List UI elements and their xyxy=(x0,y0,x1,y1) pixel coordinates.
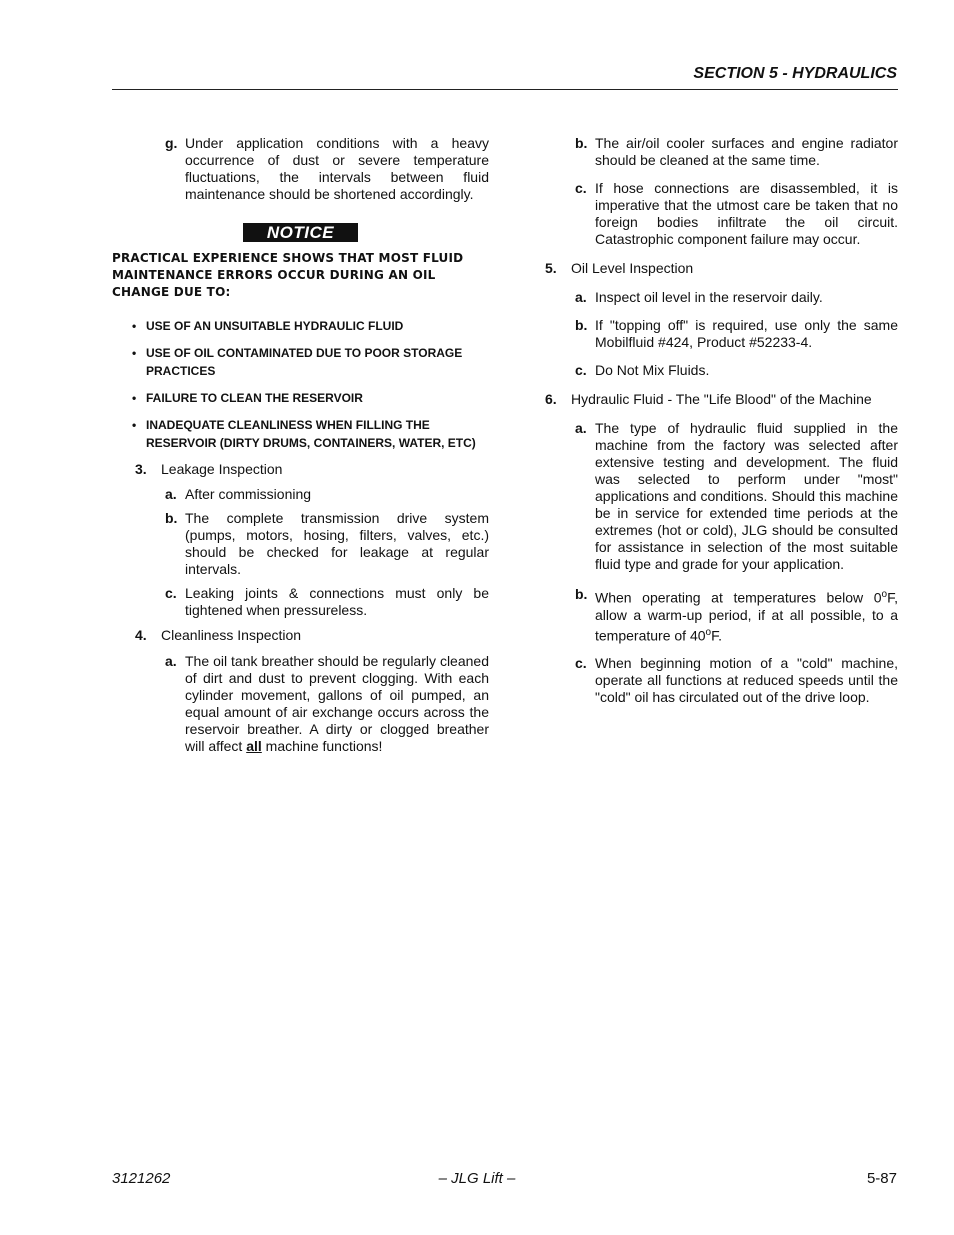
item-6 xyxy=(545,391,898,408)
sub-text: F, allow a warm-up period, if at all possible, to a temperature of 40 xyxy=(595,589,898,644)
sub-label: a. xyxy=(165,486,177,502)
sub-text: If hose connections are disassembled, it is imperative that the utmost care be taken that no foreign bodies infiltrate the oil circuit. Catastrophic component failure may occur. xyxy=(595,180,898,247)
footer-doc-number: 3121262 xyxy=(112,1170,171,1187)
item-g-text: Under application conditions with a heavy occurrence of dust or severe temperature fluctuations, the intervals between fluid maintenance should be shortened accordingly. xyxy=(185,135,489,202)
item-6a xyxy=(575,420,898,573)
sub-label: c. xyxy=(575,655,587,672)
item-4 xyxy=(135,627,489,644)
sub-text: When operating at temperatures below 0 xyxy=(595,589,882,606)
notice-block xyxy=(112,223,489,242)
item-6b xyxy=(575,586,898,644)
sub-text: F. xyxy=(711,627,722,644)
left-column xyxy=(112,135,489,755)
sub-label: a. xyxy=(165,653,177,669)
sub-text: machine functions! xyxy=(261,738,383,754)
item-5-number: 5. xyxy=(545,260,557,276)
emphasis-text: all xyxy=(246,738,262,754)
sub-label: b. xyxy=(575,317,588,333)
sub-label: c. xyxy=(575,180,587,196)
item-4a xyxy=(165,653,489,755)
item-3 xyxy=(135,461,489,478)
item-3-number: 3. xyxy=(135,461,147,477)
sub-text: Do Not Mix Fluids. xyxy=(595,362,710,378)
page-header-title: SECTION 5 - HYDRAULICS xyxy=(693,65,897,82)
sub-label: a. xyxy=(575,289,587,305)
notice-badge: NOTICE xyxy=(243,223,358,242)
sub-text: After commissioning xyxy=(185,486,312,502)
item-3c xyxy=(165,585,489,619)
item-6-number: 6. xyxy=(545,391,557,407)
item-g xyxy=(165,135,489,203)
sub-text: The oil tank breather should be regularly cleaned of dirt and dust to prevent clogging. With each cylinder movement, gallons of oil pumped, an equal amount of air exchange occurs across the reservoir breather. A dirty or clogged breather will affect xyxy=(185,653,489,754)
degree-superscript: o xyxy=(705,626,712,638)
item-cont-c xyxy=(575,180,898,248)
item-g-label: g. xyxy=(165,135,178,151)
item-5 xyxy=(545,260,898,277)
sub-text: Inspect oil level in the reservoir daily. xyxy=(595,289,823,305)
sub-text: The type of hydraulic fluid supplied in the machine from the factory was selected after extensive testing and development. The fluid was selected to perform under "most" applications and conditions. Should this machine be in service for extended time periods at the extremes (hot or cold), JLG should be consulted for assistance in selection of the most suitable fluid type and grade for your application. xyxy=(595,420,898,572)
sub-label: b. xyxy=(575,135,588,151)
item-4-title: Cleanliness Inspection xyxy=(161,627,302,643)
sub-label: a. xyxy=(575,420,587,436)
item-cont-b xyxy=(575,135,898,169)
footer-page-number: 5-87 xyxy=(866,1170,897,1187)
sub-text: The air/oil cooler surfaces and engine radiator should be cleaned at the same time. xyxy=(595,135,898,168)
sub-label: c. xyxy=(575,362,587,378)
sub-text: If "topping off" is required, use only the same Mobilfluid #424, Product #52233-4. xyxy=(595,317,898,350)
sub-text: When beginning motion of a "cold" machine, operate all functions at reduced speeds until the "cold" oil has circulated out of the drive loop. xyxy=(595,655,898,706)
degree-superscript: o xyxy=(881,589,888,600)
bullet-item: • USE OF AN UNSUITABLE HYDRAULIC FLUID xyxy=(132,319,404,333)
item-3a xyxy=(165,486,489,503)
header-rule xyxy=(112,89,898,90)
bullet-item: • USE OF OIL CONTAMINATED DUE TO POOR STORAGE PRACTICES xyxy=(132,346,463,378)
item-6c xyxy=(575,655,898,706)
right-column xyxy=(545,135,898,706)
item-5-title: Oil Level Inspection xyxy=(571,260,694,276)
item-5b xyxy=(575,317,898,351)
item-3b xyxy=(165,510,489,578)
sub-text: Leaking joints & connections must only be tightened when pressureless. xyxy=(185,585,489,618)
item-4-number: 4. xyxy=(135,627,147,643)
sub-label: b. xyxy=(165,510,178,526)
item-5a xyxy=(575,289,898,306)
sub-label: c. xyxy=(165,585,177,601)
bullet-item: • INADEQUATE CLEANLINESS WHEN FILLING THE RESERVOIR (DIRTY DRUMS, CONTAINERS, WATER, ETC) xyxy=(132,418,476,450)
sub-text: The complete transmission drive system (pumps, motors, hosing, filters, valves, etc.) should be checked for leakage at regular intervals. xyxy=(185,510,489,577)
footer-brand: – JLG Lift – xyxy=(438,1170,516,1187)
item-6-title: Hydraulic Fluid - The "Life Blood" of the Machine xyxy=(571,391,872,407)
bullet-item: • FAILURE TO CLEAN THE RESERVOIR xyxy=(132,391,363,405)
notice-text: PRACTICAL EXPERIENCE SHOWS THAT MOST FLUID MAINTENANCE ERRORS OCCUR DURING AN OIL CHANGE DUE TO: xyxy=(112,251,464,299)
item-3-title: Leakage Inspection xyxy=(161,461,283,477)
item-5c xyxy=(575,362,898,379)
sub-label: b. xyxy=(575,586,588,602)
notice-bullets xyxy=(112,317,489,452)
